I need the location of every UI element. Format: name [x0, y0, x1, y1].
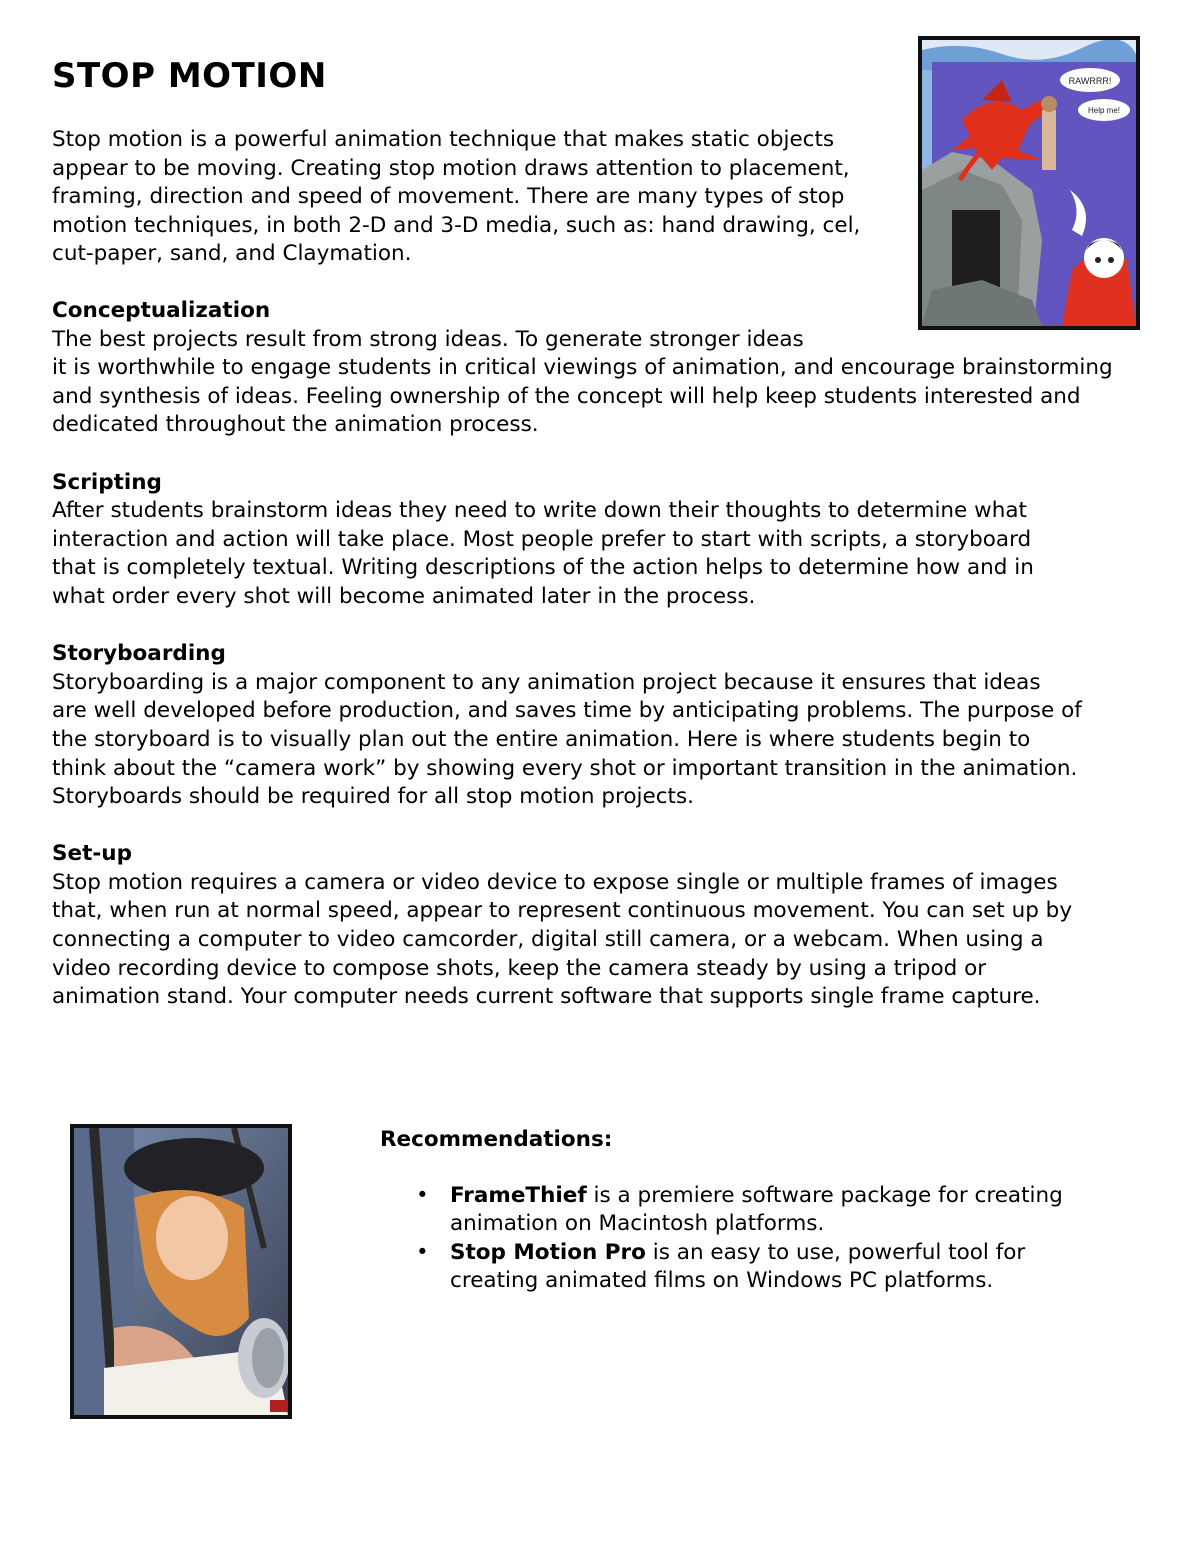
stop-motion-scene-photo: [918, 36, 1140, 330]
page-title: STOP MOTION: [52, 56, 327, 96]
section-storyboarding: [52, 640, 1152, 812]
body-storyboarding: Storyboarding is a major component to any animation project because it ensures that ideas are well developed before production, and saves time by anticipating problems. The purpose of the storyboard is to visually plan out the entire animation. Here is where students begin to think about the “camera work” by showing every shot or important transition in the animation. Storyboards should be required for all stop motion projects.: [52, 669, 1082, 810]
software-description: is an easy to use, powerful tool for creating animated films on Windows PC platforms.: [450, 1239, 1026, 1294]
section-setup: [52, 840, 1152, 1012]
heading-setup: Set-up: [52, 841, 132, 867]
body-conceptualization: [52, 326, 1152, 440]
software-name: Stop Motion Pro: [450, 1239, 646, 1265]
main-content: [52, 297, 1152, 1040]
student-animating-illustration: [74, 1128, 288, 1415]
heading-conceptualization: Conceptualization: [52, 298, 271, 323]
body-conceptualization-lead: The best projects result from strong ideas. To generate stronger ideas: [52, 326, 804, 352]
section-conceptualization: [52, 297, 1152, 440]
body-conceptualization-rest: it is worthwhile to engage students in critical viewings of animation, and encourage brainstorming and synthesis of ideas. Feeling ownership of the concept will help keep students interested and dedicated throughout the animation process.: [52, 355, 1113, 438]
intro-paragraph: Stop motion is a powerful animation technique that makes static objects appear to be moving. Creating stop motion draws attention to placement, framing, direction and speed of movement. There are many types of stop motion techniques, in both 2-D and 3-D media, such as: hand drawing, cel, cut-paper, sand, and Claymation.: [52, 127, 861, 267]
list-item: [380, 1182, 1080, 1239]
speech-bubble-1: RAWRRR!: [1068, 76, 1112, 86]
heading-storyboarding: Storyboarding: [52, 641, 226, 667]
software-name: FrameThief: [450, 1182, 587, 1208]
student-animating-photo: [70, 1124, 292, 1419]
bullet-icon: •: [416, 1182, 429, 1208]
bullet-icon: •: [416, 1239, 429, 1265]
heading-scripting: Scripting: [52, 469, 162, 495]
speech-bubble-2: Help me!: [1087, 106, 1121, 115]
body-setup: Stop motion requires a camera or video device to expose single or multiple frames of images that, when run at normal speed, appear to represent continuous movement. You can set up by connecting a computer to video camcorder, digital still camera, or a webcam. When using a video recording device to compose shots, keep the camera steady by using a tripod or animation stand. Your computer needs current software that supports single frame capture.: [52, 869, 1073, 1010]
recommendations: [380, 1126, 1080, 1296]
recommendations-list: [380, 1182, 1080, 1296]
body-scripting: After students brainstorm ideas they need to write down their thoughts to determine what interaction and action will take place. Most people prefer to start with scripts, a storyboard that is completely textual. Writing descriptions of the action helps to determine how and in what order every shot will become animated later in the process.: [52, 498, 1034, 609]
section-scripting: [52, 469, 1152, 612]
list-item: [380, 1239, 1080, 1296]
recommendations-heading: Recommendations:: [380, 1127, 613, 1152]
stop-motion-scene-illustration: [922, 40, 1136, 326]
software-description: is a premiere software package for creating animation on Macintosh platforms.: [450, 1182, 1063, 1237]
